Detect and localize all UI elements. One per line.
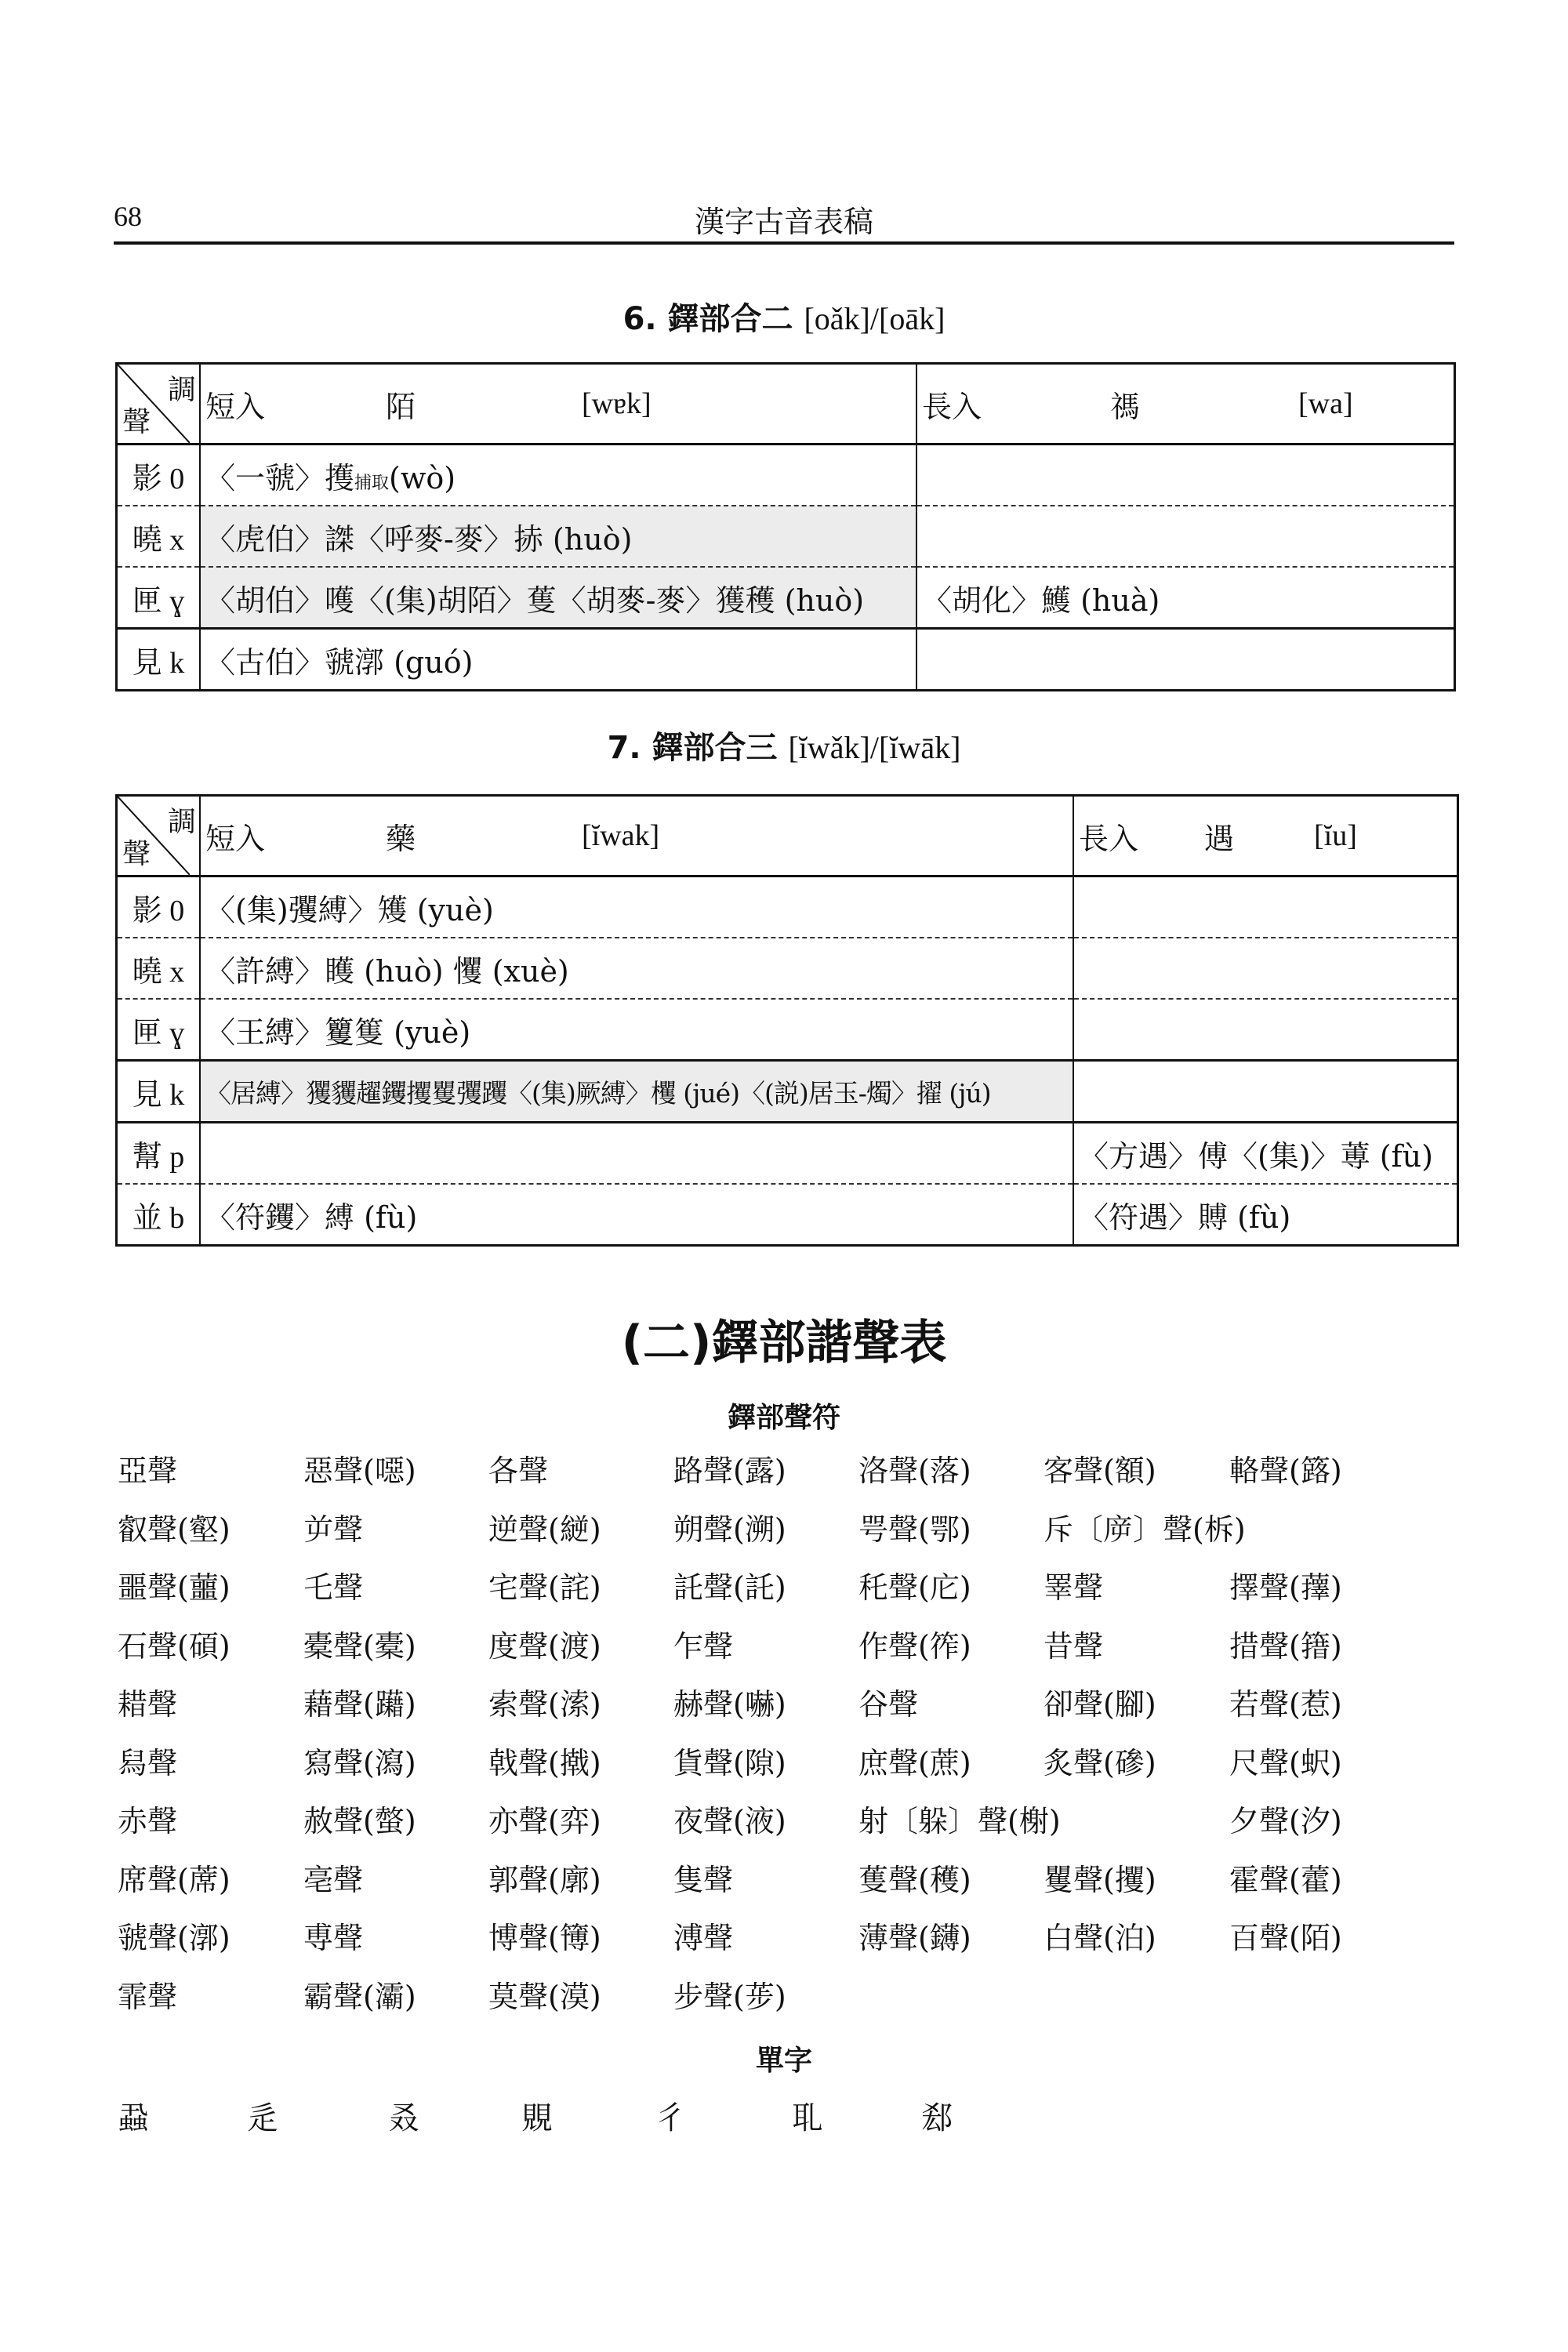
phonetics-row (118, 1680, 1450, 1739)
phonetics-grid (118, 1446, 1450, 2031)
short-label: 短入 (205, 389, 266, 424)
phonetic-entry: 隻聲 (673, 1862, 734, 1897)
phonetic-entry: 措聲(簎) (1229, 1628, 1342, 1664)
phonetic-entry: 乇聲 (303, 1570, 364, 1605)
phonetic-entry: 若聲(惹) (1229, 1687, 1342, 1722)
phonetic-entry: 薄聲(鑮) (858, 1921, 971, 1955)
phonetic-entry: 斥〔㡿〕聲(柝) (1044, 1512, 1246, 1547)
long-cell (1073, 999, 1458, 1061)
phonetic-entry: 溥聲 (673, 1921, 734, 1955)
initial-cell: 影 0 (117, 445, 201, 506)
phonetic-entry: 昔聲 (1044, 1628, 1104, 1664)
phonetic-entry: 輅聲(簬) (1229, 1454, 1342, 1488)
phonetics-row (118, 1505, 1450, 1564)
short-cell: 〈(集)彏縛〉矱 (yuè) (200, 877, 1073, 938)
table-row (117, 938, 1458, 999)
table-row (117, 1061, 1458, 1123)
phonetic-entry: 亳聲 (303, 1862, 364, 1897)
table-row (117, 445, 1455, 506)
table7 (115, 794, 1459, 1247)
phonetic-entry: 擇聲(蘀) (1229, 1570, 1342, 1605)
phonetic-entry: 度聲(渡) (488, 1628, 601, 1664)
short-cell: 〈虎伯〉謋〈呼麥-麥〉捇 (huò) (200, 506, 916, 567)
short-text: 〈一虢〉擭 (205, 460, 355, 495)
phonetic-entry: 洛聲(落) (858, 1454, 971, 1488)
phonetic-entry: 舄聲 (118, 1745, 178, 1780)
initial-cell: 影 0 (117, 877, 201, 938)
short-rhyme: 陌 (386, 389, 416, 424)
phonetic-entry: 噩聲(蘁) (118, 1570, 230, 1605)
phonetic-entry: 作聲(筰) (858, 1628, 971, 1664)
table6-corner-cell (117, 364, 201, 445)
long-cell (916, 629, 1455, 691)
phonetic-entry: 赫聲(嚇) (673, 1687, 786, 1722)
long-cell (916, 506, 1455, 567)
phonetics-row (118, 1739, 1450, 1798)
phonetic-entry: 郭聲(廓) (488, 1862, 601, 1897)
phonetic-entry: 寫聲(瀉) (303, 1745, 416, 1780)
phonetic-entry: 莫聲(漠) (488, 1979, 601, 2014)
phonetics-row (118, 1856, 1450, 1915)
initial-cell: 曉 x (117, 938, 201, 999)
single-char: 辵 (247, 2100, 278, 2136)
table6-title (0, 294, 1568, 339)
phonetic-entry: 客聲(額) (1044, 1454, 1156, 1488)
long-label: 長入 (1079, 821, 1139, 856)
short-rhyme: 藥 (386, 821, 416, 856)
single-char: 蝨 (118, 2100, 149, 2136)
phonetic-entry: 霸聲(灞) (303, 1979, 416, 2014)
phonetic-entry: 秅聲(庀) (858, 1570, 971, 1605)
long-ipa: [ĭu] (1314, 819, 1357, 852)
phonetic-entry: 貨聲(隙) (673, 1745, 786, 1780)
long-label: 長入 (922, 389, 982, 424)
long-ipa: [wa] (1298, 387, 1353, 420)
short-cell: 〈居縛〉玃貜趯钁攫矍彏躩〈(集)厥縛〉欔 (jué)〈(説)居玉-燭〉擢 (jú) (200, 1061, 1073, 1123)
initial-cell: 並 b (117, 1184, 201, 1246)
phonetic-entry: 赤聲 (118, 1804, 178, 1838)
phonetic-entry: 步聲(荹) (673, 1979, 786, 2014)
short-cell: 〈許縛〉矆 (huò) 戄 (xuè) (200, 938, 1073, 999)
long-cell (1073, 938, 1458, 999)
table-row (117, 1123, 1458, 1185)
single-char: 叒 (388, 2100, 419, 2136)
initial-cell: 幫 p (117, 1123, 201, 1185)
phonetic-entry: 睪聲 (1044, 1570, 1104, 1605)
phonetic-entry: 矍聲(攫) (1044, 1862, 1156, 1897)
long-cell (1073, 1061, 1458, 1123)
long-cell: 〈胡化〉鱯 (huà) (916, 567, 1455, 629)
pinyin: (wò) (389, 460, 456, 495)
long-rhyme: 遇 (1204, 821, 1235, 856)
table7-title (0, 723, 1568, 768)
header-rule (114, 241, 1454, 245)
initial-cell: 匣 ɣ (117, 999, 201, 1061)
phonetic-entry: 谷聲 (858, 1687, 919, 1722)
phonetic-entry: 朔聲(溯) (673, 1512, 786, 1547)
phonetic-entry: 戟聲(撠) (488, 1745, 601, 1780)
phonetic-entry: 宅聲(詫) (488, 1570, 601, 1605)
phonetic-entry: 尃聲 (303, 1921, 364, 1955)
phonetic-entry: 索聲(溹) (488, 1687, 601, 1722)
long-cell: 〈方遇〉傅〈(集)〉蒪 (fù) (1073, 1123, 1458, 1185)
phonetics-row (118, 1973, 1450, 2031)
table6-short-header (200, 364, 916, 445)
initial-cell: 曉 x (117, 506, 201, 567)
table6 (115, 362, 1456, 691)
phonetic-entry: 逆聲(縌) (488, 1512, 601, 1547)
phonetic-entry: 橐聲(橐) (303, 1628, 416, 1664)
phonetic-entry: 咢聲(鄂) (858, 1512, 971, 1547)
phonetic-entry: 射〔躲〕聲(榭) (858, 1804, 1061, 1838)
phonetic-entry: 叡聲(壑) (118, 1512, 230, 1547)
phonetic-entry: 霍聲(藿) (1229, 1862, 1342, 1897)
short-cell (200, 1123, 1073, 1185)
phonetic-entry: 白聲(泊) (1044, 1921, 1156, 1955)
phonetic-entry: 炙聲(磣) (1044, 1745, 1156, 1780)
section-title: (二)鐸部諧聲表 (621, 1316, 947, 1370)
table-row (117, 506, 1455, 567)
phonetic-entry: 卻聲(腳) (1044, 1687, 1156, 1722)
phonetic-entry: 屰聲 (303, 1512, 364, 1547)
table-row (117, 629, 1455, 691)
single-char: 耴 (792, 2100, 823, 2136)
short-cell: 〈古伯〉虢漷 (guó) (200, 629, 916, 691)
phonetic-entry: 蒦聲(穫) (858, 1862, 971, 1897)
page-number: 68 (114, 201, 142, 232)
table7-long-header (1073, 796, 1458, 877)
initial-cell: 見 k (117, 629, 201, 691)
table7-header-row (117, 796, 1458, 877)
phonetics-row (118, 1563, 1450, 1622)
phonetics-row (118, 1914, 1450, 1973)
long-cell: 〈符遇〉賻 (fù) (1073, 1184, 1458, 1246)
table6-header-row (117, 364, 1455, 445)
phonetic-entry: 惡聲(噁) (303, 1454, 416, 1488)
phonetic-entry: 虢聲(漷) (118, 1921, 230, 1955)
table7-corner-cell (117, 796, 201, 877)
single-char: 彳 (655, 2100, 686, 2136)
table6-title-ipa: [oǎk]/[oāk] (804, 301, 946, 336)
table6-long-header (916, 364, 1455, 445)
corner-tone-label: 調 (167, 374, 196, 406)
phonetic-entry: 百聲(陌) (1229, 1921, 1342, 1955)
initial-cell: 見 k (117, 1061, 201, 1123)
table7-title-ipa: [ĭwǎk]/[ĭwāk] (788, 730, 961, 765)
corner-initial-label: 聲 (122, 406, 151, 438)
phonetic-entry: 赦聲(螫) (303, 1804, 416, 1838)
corner-tone-label: 調 (167, 806, 196, 838)
short-cell (200, 445, 916, 506)
single-chars-row (118, 2093, 1137, 2140)
phonetic-entry: 各聲 (488, 1454, 549, 1488)
table7-short-header (200, 796, 1073, 877)
phonetics-row (118, 1622, 1450, 1681)
phonetic-entry: 亦聲(弈) (488, 1804, 601, 1838)
phonetic-entry: 藉聲(躤) (303, 1687, 416, 1722)
short-cell: 〈胡伯〉嚄〈(集)胡陌〉蒦〈胡麥-麥〉獲穫 (huò) (200, 567, 916, 629)
short-ipa: [wɐk] (582, 387, 652, 420)
phonetic-entry: 博聲(簙) (488, 1921, 601, 1955)
phonetic-entry: 路聲(露) (673, 1454, 786, 1488)
single-char: 覞 (521, 2100, 553, 2136)
phonetic-entry: 尺聲(蚇) (1229, 1745, 1342, 1780)
phonetic-entry: 亞聲 (118, 1454, 178, 1488)
long-cell (916, 445, 1455, 506)
table-row (117, 877, 1458, 938)
long-rhyme: 禡 (1110, 389, 1141, 424)
short-ipa: [ĭwak] (582, 819, 660, 852)
short-label: 短入 (205, 821, 266, 856)
short-cell: 〈符钁〉縛 (fù) (200, 1184, 1073, 1246)
phonetic-entry: 石聲(碩) (118, 1628, 230, 1664)
single-char: 郄 (921, 2100, 953, 2136)
table-row (117, 567, 1455, 629)
long-cell (1073, 877, 1458, 938)
phonetic-entry: 夕聲(汐) (1229, 1804, 1342, 1838)
table-row (117, 1184, 1458, 1246)
phonetic-entry: 乍聲 (673, 1628, 734, 1664)
phonetic-entry: 庶聲(蔗) (858, 1745, 971, 1780)
short-cell: 〈王縛〉籰篗 (yuè) (200, 999, 1073, 1061)
table7-title-text: 7. 鐸部合三 (607, 730, 778, 766)
gloss-note: 捕取 (354, 473, 390, 493)
phonetic-entry: 席聲(蓆) (118, 1862, 230, 1897)
phonetic-entry: 霏聲 (118, 1979, 178, 2014)
phonetics-row (118, 1797, 1450, 1856)
corner-initial-label: 聲 (122, 838, 151, 870)
table6-title-text: 6. 鐸部合二 (622, 301, 793, 337)
phonetic-entry: 託聲(託) (673, 1570, 786, 1605)
phonetics-row (118, 1446, 1450, 1505)
phonetic-entry: 夜聲(液) (673, 1804, 786, 1838)
phonetic-entry: 耤聲 (118, 1687, 178, 1722)
phonetics-title: 鐸部聲符 (727, 1402, 840, 1434)
running-title: 漢字古音表稿 (694, 205, 873, 239)
single-chars-title: 單字 (755, 2045, 812, 2077)
table-row (117, 999, 1458, 1061)
initial-cell: 匣 ɣ (117, 567, 201, 629)
